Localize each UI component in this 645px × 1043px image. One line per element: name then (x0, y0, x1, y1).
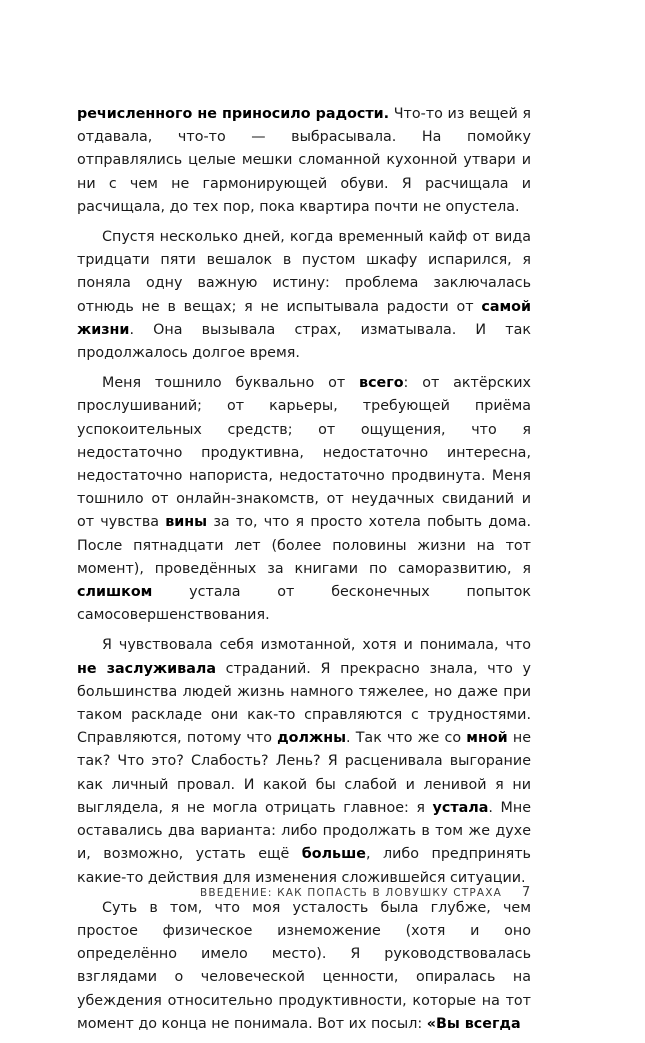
paragraph (77, 103, 531, 219)
running-head: ВВЕДЕНИЕ: КАК ПОПАСТЬ В ЛОВУШКУ СТРАХА (200, 887, 503, 899)
text-run: не так? Что это? Слабость? Лень? Я расценивала выгорание как личный провал. И какой бы слабой и ленивой я ни выглядела, я не могла отрицать главное: я (77, 730, 531, 816)
paragraph (77, 897, 531, 1036)
emphasized-text: всего (359, 375, 404, 392)
emphasized-text: вины (165, 514, 208, 531)
text-run: : от актёрских прослушиваний; от карьеры, требующей приёма успокоительных средств; от ощущения, что я недостаточно продуктивна, недостаточно интересна, недостаточно напориста, недостаточно продвинута. Меня тошнило от онлайн-знакомств, от неудачных свиданий и от чувства (77, 375, 531, 531)
emphasized-text: мной (466, 730, 508, 747)
text-run: за то, что я просто хотела побыть дома. После пятнадцати лет (более половины жизни на тот момент), проведённых за книгами по саморазвитию, я (77, 514, 531, 577)
text-run: , либо предпринять какие-то действия для изменения сложившейся ситуации. (77, 846, 531, 886)
text-run: страданий. Я прекрасно знала, что у большинства людей жизнь намного тяжелее, но даже при таком раскладе они как-то справляются с трудностями. Справляются, потому что (77, 660, 531, 747)
text-run: Меня тошнило буквально от (102, 375, 360, 392)
text-run: Суть в том, что моя усталость была глубже, чем простое физическое изнеможение (хотя и оно определённо имело место). Я руководствовалась взглядами о человеческой ценности, опиралась на убеждения относительно продуктивности, которые на тот момент до конца не понимала. Вот их посыл: (77, 899, 531, 1032)
paragraph (77, 226, 531, 365)
emphasized-text: речисленного не приносило радости. (77, 106, 390, 122)
paragraph (77, 372, 531, 627)
text-run: Спустя несколько дней, когда временный кайф от вида тридцати пяти вешалок в пустом шкафу испарился, я поняла одну важную истину: проблема заключалась отнюдь не в вещах; я не испытывала радости от (77, 229, 531, 315)
text-run: Я чувствовала себя измотанной, хотя и понимала, что (102, 637, 531, 654)
text-run: . Мне оставались два варианта: либо продолжать в том же духе и, возможно, устать ещё (77, 799, 531, 863)
page-number: 7 (522, 885, 531, 900)
emphasized-text: «Вы всегда (426, 1015, 521, 1032)
emphasized-text: больше (301, 846, 366, 863)
text-run: . Так что же со (346, 730, 467, 747)
text-run: . Она вызывала страх, изматывала. И так продолжалось долгое время. (77, 321, 531, 362)
emphasized-text: должны (277, 730, 346, 747)
page-footer (0, 885, 645, 905)
emphasized-text: устала (432, 799, 489, 816)
emphasized-text: слишком (77, 584, 153, 601)
text-run: Что-то из вещей я отдавала, что-то — выбрасывала. На помойку отправлялись целые мешки сломанной кухонной утвари и ни с чем не гармонирующей обуви. Я расчищала и расчищала, до тех пор, пока квартира почти не опустела. (77, 106, 531, 215)
paragraph (77, 634, 531, 889)
text-run: устала от бесконечных попыток самосовершенствования. (77, 584, 531, 624)
emphasized-text: самой жизни (77, 298, 531, 338)
emphasized-text: не заслуживала (77, 660, 216, 677)
